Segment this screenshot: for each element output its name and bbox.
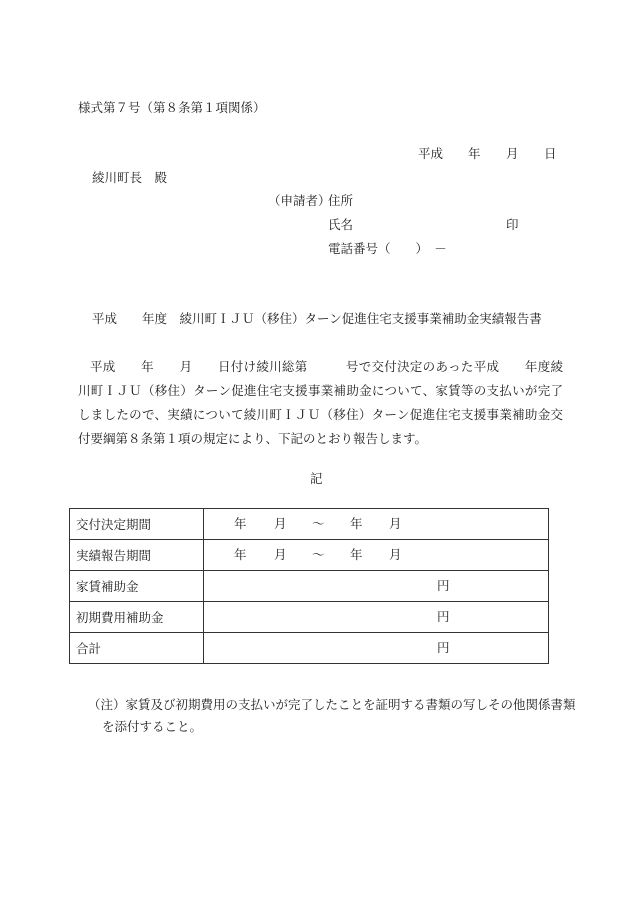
start-month: 月 <box>274 516 287 531</box>
yen-unit: 円 <box>437 609 450 624</box>
date-month-label: 月 <box>506 146 519 161</box>
start-month: 月 <box>274 547 287 562</box>
period-cell <box>204 509 549 540</box>
body-paragraph: 平成 年 月 日付け綾川総第 号で交付決定のあった平成 年度綾川町ＩＪＵ（移住）ターン促進住宅支援事業補助金について、家賃等の支払いが完了しましたので、実績について綾川町ＩＪＵ（移住）ターン促進住宅支援事業補助金交付要綱第８条第１項の規定により、下記のとおり報告します。 <box>78 359 563 446</box>
date-line <box>418 146 558 162</box>
tilde: ～ <box>312 516 325 531</box>
end-year: 年 <box>350 516 363 531</box>
row-label: 初期費用補助金 <box>70 602 204 633</box>
applicant-block <box>268 193 528 263</box>
tilde: ～ <box>312 547 325 562</box>
applicant-role: （申請者） <box>268 193 331 208</box>
date-era: 平成 <box>418 146 444 161</box>
name-label: 氏名 <box>328 217 354 232</box>
end-month: 月 <box>389 547 402 562</box>
phone-label: 電話番号（ ） － <box>328 241 447 256</box>
seal-mark: 印 <box>506 217 519 232</box>
row-label: 交付決定期間 <box>70 509 204 540</box>
report-title: 平成 年度 綾川町ＩＪＵ（移住）ターン促進住宅支援事業補助金実績報告書 <box>92 311 542 326</box>
end-year: 年 <box>350 547 363 562</box>
start-year: 年 <box>234 547 247 562</box>
summary-table <box>69 508 549 664</box>
date-day-label: 日 <box>544 146 557 161</box>
date-year-label: 年 <box>468 146 481 161</box>
yen-unit: 円 <box>437 578 450 593</box>
address-label: 住所 <box>328 193 354 208</box>
table-row <box>70 571 549 602</box>
period-cell <box>204 540 549 571</box>
yen-unit: 円 <box>437 640 450 655</box>
table-row <box>70 540 549 571</box>
row-label: 家賃補助金 <box>70 571 204 602</box>
table-row <box>70 509 549 540</box>
form-number: 様式第７号（第８条第１項関係） <box>78 100 266 115</box>
row-label: 実績報告期間 <box>70 540 204 571</box>
ki-heading: 記 <box>310 471 323 486</box>
addressee: 綾川町長 殿 <box>92 170 168 185</box>
amount-cell <box>204 602 549 633</box>
amount-cell <box>204 571 549 602</box>
amount-cell <box>204 633 549 664</box>
footnote: （注）家賃及び初期費用の支払いが完了したことを証明する書類の写しその他関係書類を添付すること。 <box>88 697 576 734</box>
row-label: 合計 <box>70 633 204 664</box>
table-row <box>70 633 549 664</box>
start-year: 年 <box>234 516 247 531</box>
end-month: 月 <box>389 516 402 531</box>
table-row <box>70 602 549 633</box>
